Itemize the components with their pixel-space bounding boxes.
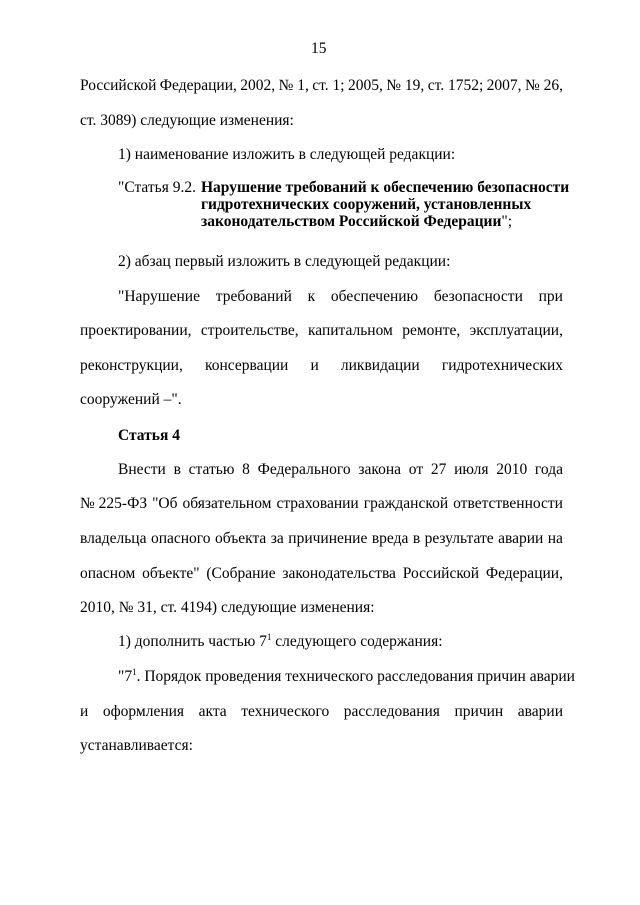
- section-heading: Статья 4: [118, 427, 180, 444]
- article-title-line: гидротехнических сооружений, установленных: [201, 196, 532, 213]
- article-title-block: [118, 179, 569, 230]
- word: за: [270, 530, 284, 547]
- word: ремонте,: [402, 322, 461, 339]
- article-title-line: законодательством Российской Федерации: [201, 213, 502, 230]
- word: реконструкции,: [80, 357, 183, 374]
- word: 8: [242, 461, 250, 478]
- word: Внести: [118, 461, 166, 478]
- word: Федерации,: [485, 565, 563, 582]
- article-title-line: Нарушение требований к обеспечению безопасности: [201, 179, 570, 196]
- word: проектировании,: [80, 322, 192, 339]
- word: требований: [215, 288, 292, 305]
- word: эксплуатации,: [469, 322, 563, 339]
- paragraph-line: устанавливается:: [80, 737, 193, 754]
- article-title-end: ";: [501, 213, 513, 230]
- paragraph-line: ст. 3089) следующие изменения:: [80, 112, 294, 129]
- word: 27: [430, 461, 447, 478]
- word: ответственности: [453, 495, 563, 512]
- word: Федерального: [257, 461, 351, 478]
- word: безопасности: [433, 288, 523, 305]
- article-label: "Статья 9.2.: [118, 179, 196, 196]
- word: 2002,: [240, 77, 276, 94]
- word: "Нарушение: [118, 288, 200, 305]
- word: ст. 1;: [312, 77, 345, 94]
- word: статью: [188, 461, 235, 478]
- word: опасного: [150, 530, 211, 547]
- word: аварии: [517, 703, 563, 720]
- word: № 1,: [278, 77, 309, 94]
- paragraph-line: [80, 322, 563, 340]
- list-item: 2) абзац первый изложить в следующей редакции:: [118, 253, 451, 270]
- word: причинение: [288, 530, 368, 547]
- word: причин: [454, 703, 504, 720]
- paragraph-line: [80, 495, 563, 513]
- paragraph-line: [118, 288, 563, 306]
- word: 2010: [496, 461, 528, 478]
- word: (Собрание: [206, 565, 276, 582]
- word: июля: [454, 461, 489, 478]
- paragraph-line: 2010, № 31, ст. 4194) следующие изменения:: [80, 599, 375, 616]
- paragraph-line: [80, 565, 563, 583]
- word: технического: [241, 703, 330, 720]
- word: опасном: [80, 565, 136, 582]
- word: Российской: [80, 77, 157, 94]
- page-number: 15: [311, 40, 327, 57]
- word: и: [310, 357, 319, 374]
- word: оформления: [102, 703, 185, 720]
- word: гражданской: [363, 495, 449, 512]
- word: № 26,: [524, 77, 563, 94]
- word: на: [547, 530, 563, 547]
- word: при: [538, 288, 563, 305]
- word: аварии: [498, 530, 544, 547]
- paragraph-line: [80, 77, 563, 95]
- word: обеспечению: [330, 288, 419, 305]
- word: капитальном: [307, 322, 393, 339]
- word: "Об: [152, 495, 178, 512]
- word: гидротехнических: [441, 357, 563, 374]
- word: ликвидации: [340, 357, 420, 374]
- word: расследования: [343, 703, 440, 720]
- paragraph-line: сооружений –".: [80, 391, 182, 408]
- word: обязательном: [182, 495, 272, 512]
- word: № 19,: [386, 77, 425, 94]
- word: № 225-ФЗ: [80, 495, 148, 512]
- word: года: [534, 461, 563, 478]
- word: ст. 1752;: [427, 77, 484, 94]
- word: вреда: [371, 530, 409, 547]
- paragraph-line: [118, 461, 563, 479]
- word: в: [173, 461, 181, 478]
- paragraph-line: [80, 530, 563, 548]
- word: закона: [358, 461, 402, 478]
- word: страховании: [276, 495, 359, 512]
- word: Российской: [402, 565, 480, 582]
- word: и: [80, 703, 89, 720]
- word: объекте": [142, 565, 200, 582]
- word: к: [307, 288, 316, 305]
- word: 2005,: [347, 77, 383, 94]
- word: в: [412, 530, 421, 547]
- paragraph-line: [80, 357, 563, 375]
- word: объекта: [215, 530, 267, 547]
- word: Федерации,: [159, 77, 237, 94]
- word: законодательства: [282, 565, 396, 582]
- word: 2007,: [486, 77, 522, 94]
- paragraph-line: [80, 703, 563, 721]
- word: от: [408, 461, 424, 478]
- list-item: 1) наименование изложить в следующей редакции:: [118, 146, 456, 163]
- paragraph-line: "$7^1$. Порядок проведения технического расследования причин аварии: [118, 667, 575, 685]
- word: строительстве,: [200, 322, 299, 339]
- list-item: 1) дополнить частью $7^1$ следующего содержания:: [118, 632, 443, 650]
- word: результате: [424, 530, 494, 547]
- word: акта: [198, 703, 227, 720]
- word: владельца: [80, 530, 147, 547]
- word: консервации: [204, 357, 289, 374]
